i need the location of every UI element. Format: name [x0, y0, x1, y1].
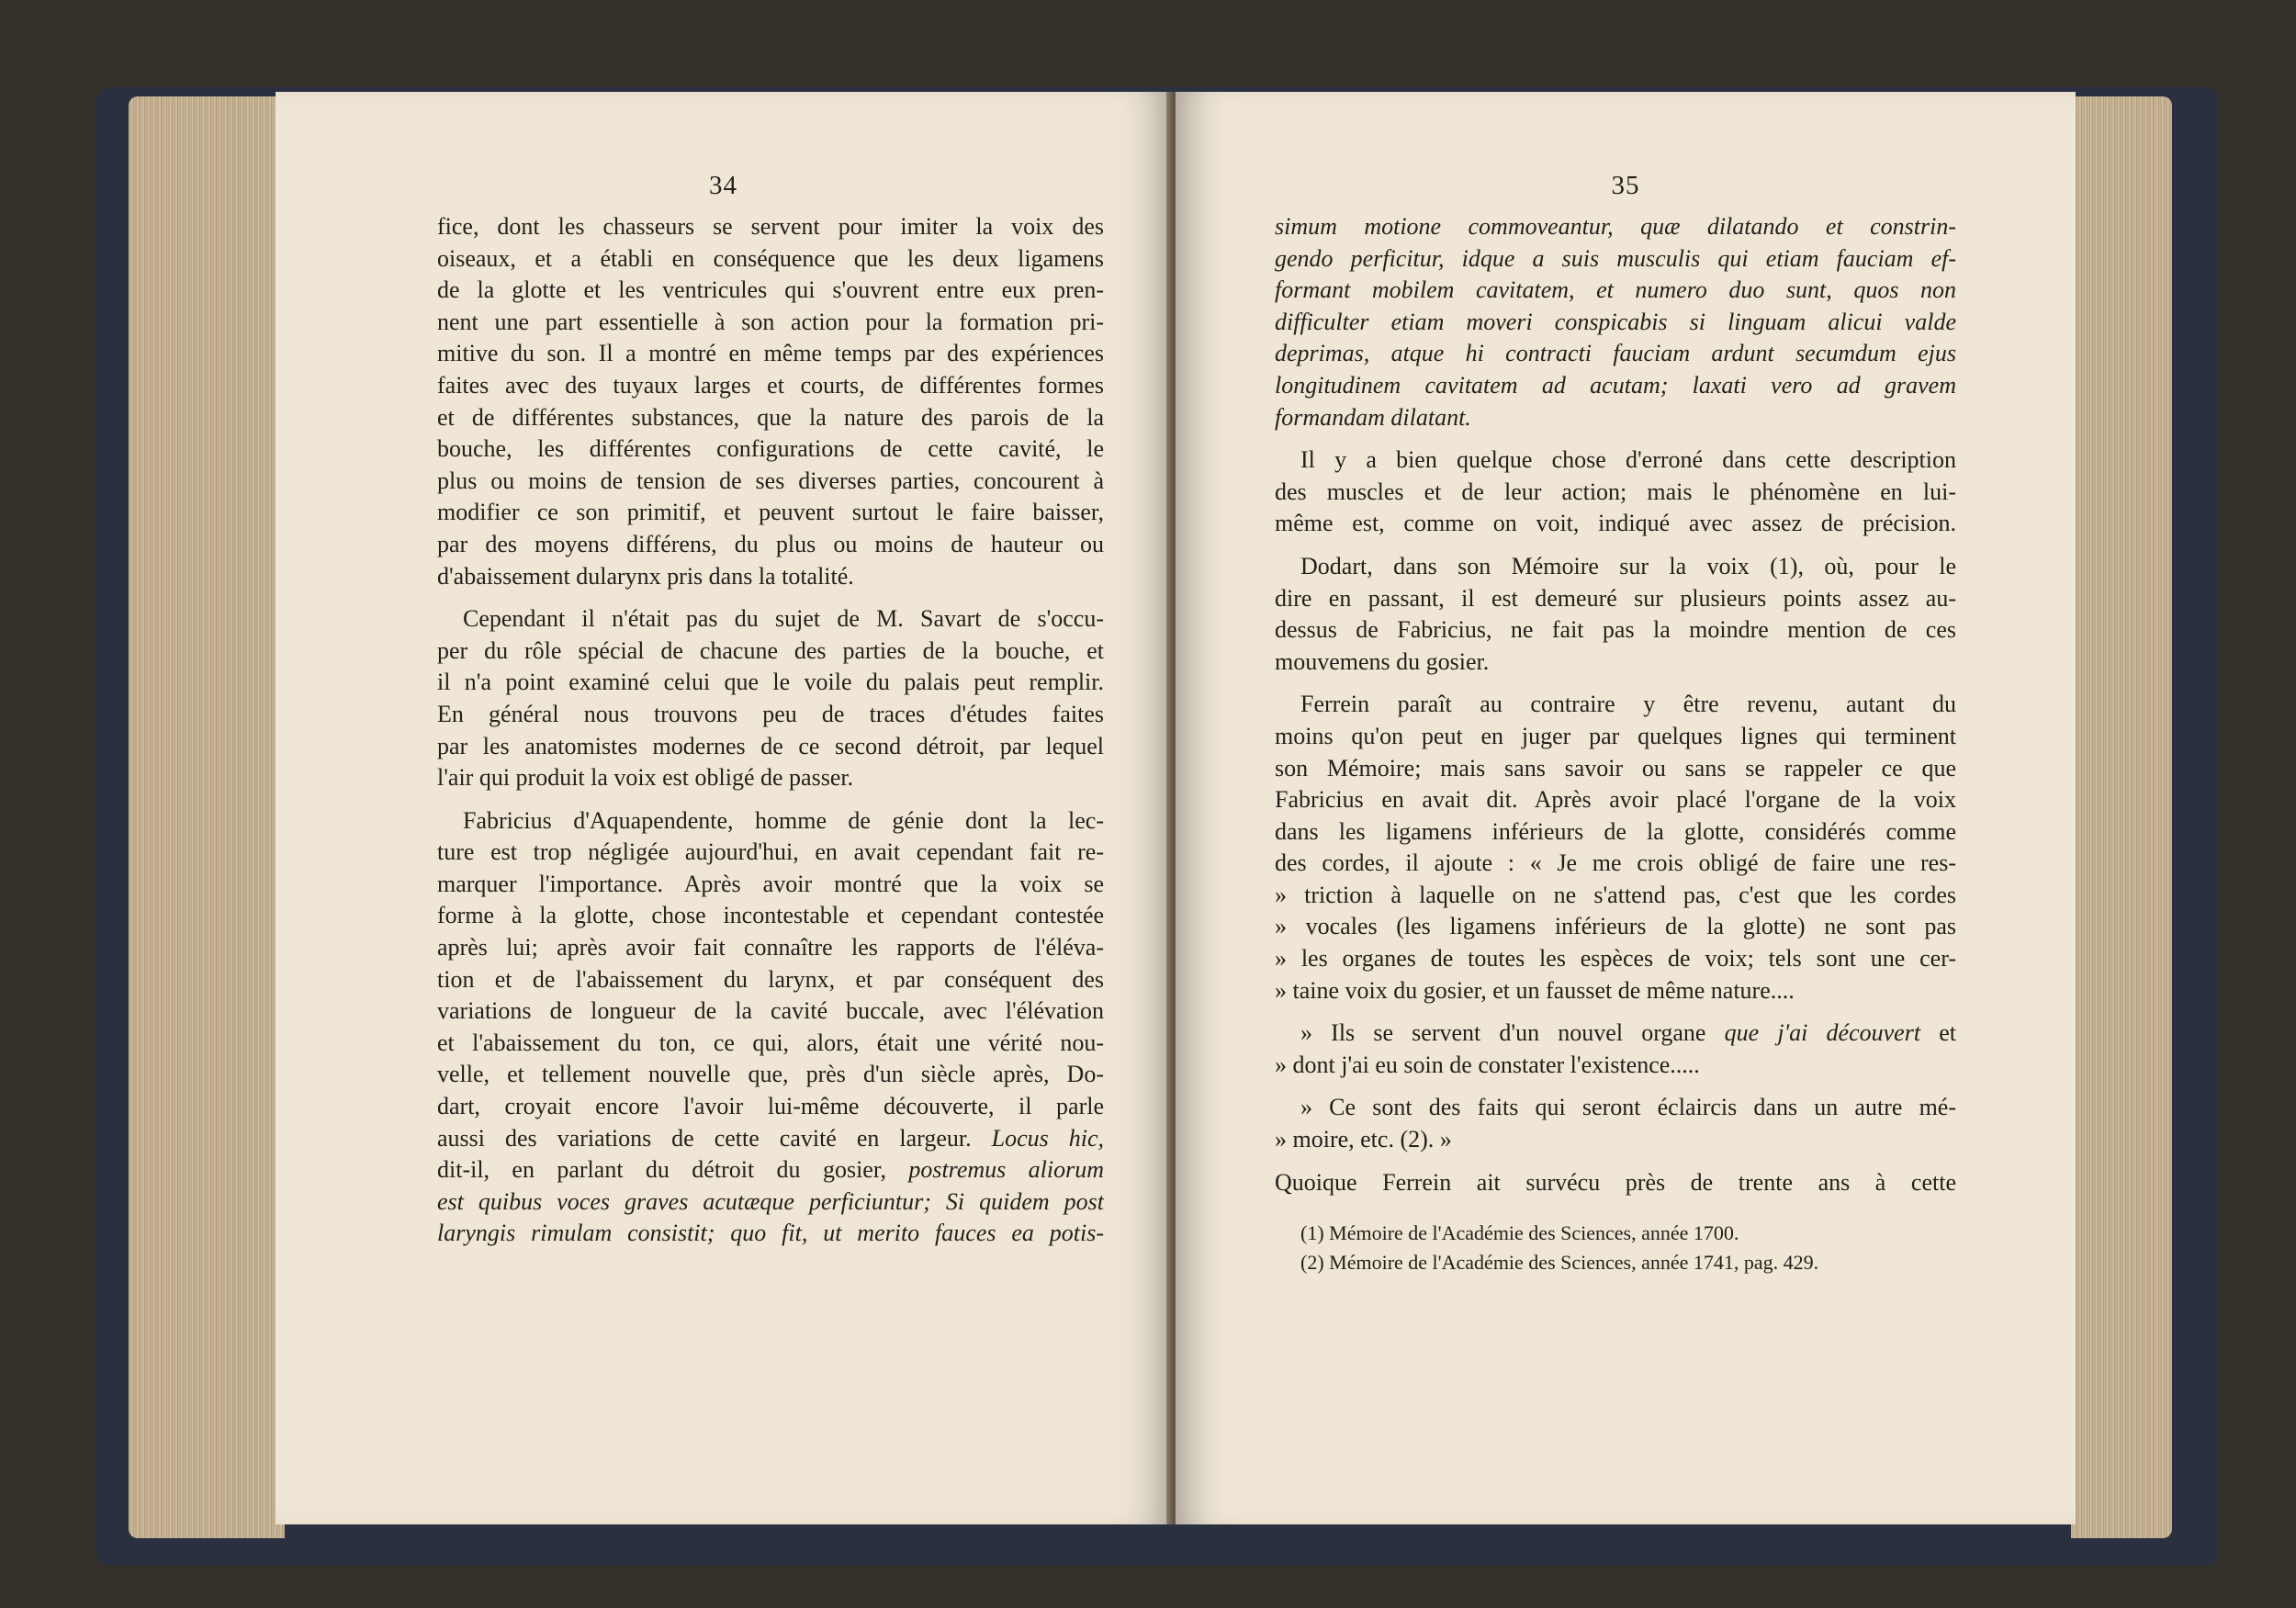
text-line: il n'a point examiné celui que le voile du palais peut remplir.: [437, 669, 1104, 696]
text-line: par des moyens différens, du plus ou moins de hauteur ou: [437, 530, 1104, 557]
text-line: per du rôle spécial de chacune des parties de la bouche, et: [437, 636, 1104, 664]
latin-line: deprimas, atque hi contracti fauciam ardunt secumdum ejus: [1275, 340, 1956, 367]
text-line: d'abaissement dularynx pris dans la totalité.: [437, 562, 854, 590]
text-line: dans les ligamens inférieurs de la glotte, considérés comme: [1275, 817, 1956, 845]
text-line: fice, dont les chasseurs se servent pour imiter la voix des: [437, 213, 1104, 240]
text-line: Ferrein paraît au contraire y être revenu, autant du: [1300, 691, 1956, 718]
latin-line: laryngis rimulam consistit; quo fit, ut merito fauces ea potis-: [437, 1220, 1104, 1247]
text-line: plus ou moins de tension de ses diverses parties, concourent à: [437, 467, 1104, 494]
footnote: (1) Mémoire de l'Académie des Sciences, année 1700.: [1300, 1221, 1739, 1245]
text-line: et l'abaissement du ton, ce qui, alors, était une vérité nou-: [437, 1029, 1104, 1056]
text-line: mouvemens du gosier.: [1275, 647, 1490, 675]
text-line: ture est trop négligée aujourd'hui, en avait cependant fait re-: [437, 838, 1104, 866]
text-line: Il y a bien quelque chose d'erroné dans cette description: [1300, 446, 1956, 474]
text-line: En général nous trouvons peu de traces d'études faites: [437, 700, 1104, 727]
italic-phrase: que j'ai découvert: [1724, 1019, 1921, 1047]
text-segment: et: [1939, 1019, 1956, 1047]
text-line: » vocales (les ligamens inférieurs de la glotte) ne sont pas: [1275, 913, 1956, 940]
text-line: tion et de l'abaissement du larynx, et par conséquent des: [437, 965, 1104, 993]
page-number-left: 34: [709, 171, 737, 200]
text-line: dire en passant, il est demeuré sur plusieurs points assez au-: [1275, 584, 1956, 612]
text-line: faites avec des tuyaux larges et courts, de différentes formes: [437, 371, 1104, 399]
page-edges-left: [129, 96, 285, 1538]
text-line: bouche, les différentes configurations de cette cavité, le: [437, 435, 1104, 463]
latin-line: formant mobilem cavitatem, et numero duo sunt, quos non: [1275, 276, 1956, 304]
text-segment: » Ils se servent d'un nouvel organe: [1300, 1019, 1706, 1047]
text-line: forme à la glotte, chose incontestable et cependant contestée: [437, 902, 1104, 929]
page-number-right: 35: [1611, 171, 1640, 200]
text-line: mitive du son. Il a montré en même temps par des expériences: [437, 340, 1104, 367]
quote-line: [1275, 1018, 1956, 1050]
text-line: oiseaux, et a établi en conséquence que les deux ligamens: [437, 244, 1104, 272]
text-line: modifier ce son primitif, et peuvent surtout le faire baisser,: [437, 499, 1104, 526]
quote-line: » moire, etc. (2). »: [1275, 1126, 1452, 1153]
quote-line: » dont j'ai eu soin de constater l'existence.....: [1275, 1051, 1700, 1078]
text-line: moins qu'on peut en juger par quelques lignes qui terminent: [1275, 722, 1956, 749]
text-segment: dit-il, en parlant du détroit du gosier,: [437, 1156, 886, 1184]
latin-line: simum motione commoveantur, quæ dilatando et constrin-: [1275, 213, 1956, 240]
footnote: (2) Mémoire de l'Académie des Sciences, année 1741, pag. 429.: [1300, 1251, 1819, 1275]
text-line: » les organes de toutes les espèces de voix; tels sont une cer-: [1275, 945, 1956, 973]
text-line: dart, croyait encore l'avoir lui-même découverte, il parle: [437, 1093, 1104, 1120]
text-line: par les anatomistes modernes de ce second détroit, par lequel: [437, 732, 1104, 759]
text-line: même est, comme on voit, indiqué avec assez de précision.: [1275, 510, 1956, 537]
text-line: [437, 1123, 1104, 1155]
text-line: son Mémoire; mais sans savoir ou sans se rappeler ce que: [1275, 754, 1956, 782]
text-line: nent une part essentielle à son action pour la formation pri-: [437, 308, 1104, 335]
latin-line: gendo perficitur, idque a suis musculis qui etiam fauciam ef-: [1275, 244, 1956, 272]
latin-line: longitudinem cavitatem ad acutam; laxati vero ad gravem: [1275, 371, 1956, 399]
text-line: Fabricius en avait dit. Après avoir placé l'organe de la voix: [1275, 786, 1956, 814]
text-line: Dodart, dans son Mémoire sur la voix (1), où, pour le: [1300, 552, 1956, 579]
text-line: » triction à laquelle on ne s'attend pas, c'est que les cordes: [1275, 881, 1956, 908]
left-page: [276, 92, 1171, 1524]
text-line: de la glotte et les ventricules qui s'ouvrent entre eux pren-: [437, 276, 1104, 304]
right-page: [1176, 92, 2076, 1524]
latin-line: difficulter etiam moveri conspicabis si linguam alicui valde: [1275, 308, 1956, 335]
text-line: après lui; après avoir fait connaître les rapports de l'éléva-: [437, 934, 1104, 961]
text-line: » taine voix du gosier, et un fausset de même nature....: [1275, 976, 1795, 1004]
text-line: [437, 1154, 1104, 1186]
text-line: Quoique Ferrein ait survécu près de trente ans à cette: [1275, 1168, 1956, 1196]
text-line: dessus de Fabricius, ne fait pas la moindre mention de ces: [1275, 616, 1956, 644]
quote-line: » Ce sont des faits qui seront éclaircis dans un autre mé-: [1300, 1094, 1956, 1121]
left-page-text: [437, 211, 1104, 1250]
text-segment: aussi des variations de cette cavité en largeur.: [437, 1124, 972, 1152]
latin-line: est quibus voces graves acutæque perficiuntur; Si quidem post: [437, 1187, 1104, 1215]
text-line: Fabricius d'Aquapendente, homme de génie dont la lec-: [463, 806, 1104, 834]
text-line: et de différentes substances, que la nature des parois de la: [437, 403, 1104, 431]
latin-line: formandam dilatant.: [1275, 403, 1471, 431]
text-line: variations de longueur de la cavité buccale, avec l'élévation: [437, 997, 1104, 1025]
right-page-text: [1275, 211, 1956, 1277]
text-line: des cordes, il ajoute : « Je me crois obligé de faire une res-: [1275, 849, 1956, 877]
page-edges-right: [2071, 96, 2172, 1538]
footnotes: [1275, 1219, 1956, 1277]
latin-phrase: postremus aliorum: [908, 1156, 1104, 1184]
latin-phrase: Locus hic,: [991, 1124, 1104, 1152]
text-line: marquer l'importance. Après avoir montré que la voix se: [437, 870, 1104, 897]
text-line: l'air qui produit la voix est obligé de passer.: [437, 764, 854, 792]
text-line: des muscles et de leur action; mais le phénomène en lui-: [1275, 478, 1956, 505]
text-line: velle, et tellement nouvelle que, près d'un siècle après, Do-: [437, 1061, 1104, 1088]
text-line: Cependant il n'était pas du sujet de M. Savart de s'occu-: [463, 605, 1104, 633]
